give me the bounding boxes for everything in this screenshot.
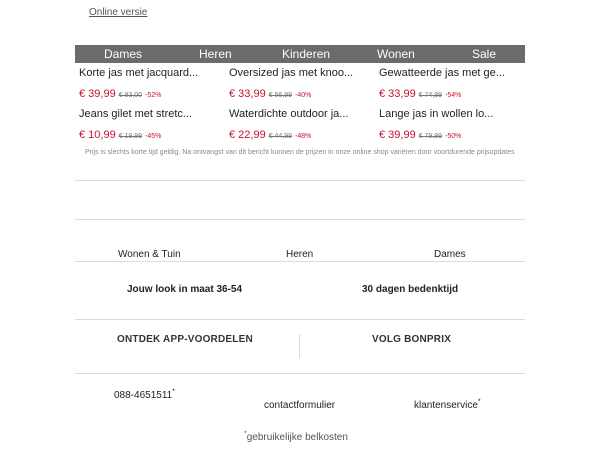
usp-return-period: 30 dagen bedenktijd bbox=[362, 284, 459, 295]
divider bbox=[75, 180, 525, 181]
product-price: € 33,99 bbox=[229, 88, 266, 100]
main-nav-bar bbox=[75, 45, 525, 63]
price-disclaimer: Prijs is slechts korte tijd geldig. Na ontvangst van dit bericht kunnen de prijzen in onze online shop variëren door voortdurende prijsupdates bbox=[85, 149, 515, 156]
contact-form-link[interactable]: contactformulier bbox=[264, 400, 336, 411]
footnote-mark: * bbox=[244, 430, 247, 438]
product-price: € 39,99 bbox=[79, 88, 116, 100]
service-footnote-mark: * bbox=[477, 398, 481, 406]
product-name[interactable]: Waterdichte outdoor ja... bbox=[229, 108, 349, 120]
usp-size-range: Jouw look in maat 36-54 bbox=[127, 284, 243, 295]
product-card[interactable] bbox=[79, 108, 224, 143]
divider bbox=[75, 319, 525, 320]
product-old-price: € 19,99 bbox=[118, 133, 143, 140]
app-benefits-link[interactable]: ONTDEK APP-VOORDELEN bbox=[117, 334, 253, 345]
product-discount: -54% bbox=[445, 92, 462, 99]
category-link-wonen-tuin[interactable]: Wonen & Tuin bbox=[118, 249, 181, 260]
online-version-link[interactable]: Online versie bbox=[89, 7, 148, 18]
product-discount: -45% bbox=[145, 133, 162, 140]
divider bbox=[75, 219, 525, 220]
product-name[interactable]: Gewatteerde jas met ge... bbox=[379, 67, 505, 79]
product-card[interactable] bbox=[379, 67, 524, 102]
phone-number[interactable] bbox=[114, 390, 175, 401]
product-price: € 33,99 bbox=[379, 88, 416, 100]
product-card[interactable] bbox=[229, 67, 374, 102]
phone-number-text: 088-4651511 bbox=[114, 390, 173, 401]
nav-item-sale[interactable]: Sale bbox=[472, 47, 497, 61]
product-name[interactable]: Korte jas met jacquard... bbox=[79, 67, 199, 79]
product-discount: -48% bbox=[295, 133, 312, 140]
product-old-price: € 79,99 bbox=[418, 133, 443, 140]
product-price: € 22,99 bbox=[229, 129, 266, 141]
nav-item-kinderen[interactable]: Kinderen bbox=[282, 47, 331, 61]
product-old-price: € 83,00 bbox=[118, 92, 143, 99]
customer-service-text: klantenservice bbox=[414, 400, 478, 411]
phone-footnote-mark: * bbox=[172, 388, 175, 396]
divider bbox=[75, 373, 525, 374]
nav-item-wonen[interactable]: Wonen bbox=[377, 47, 415, 61]
product-old-price: € 56,99 bbox=[268, 92, 293, 99]
divider bbox=[75, 261, 525, 262]
product-card[interactable] bbox=[79, 67, 224, 102]
product-name[interactable]: Lange jas in wollen lo... bbox=[379, 108, 494, 120]
footnote-text: gebruikelijke belkosten bbox=[246, 432, 348, 443]
product-discount: -50% bbox=[445, 133, 462, 140]
product-discount: -52% bbox=[145, 92, 162, 99]
follow-bonprix-link[interactable]: VOLG BONPRIX bbox=[372, 334, 452, 345]
category-link-dames[interactable]: Dames bbox=[434, 249, 466, 260]
product-name[interactable]: Jeans gilet met stretc... bbox=[79, 108, 193, 120]
product-discount: -40% bbox=[295, 92, 312, 99]
product-card[interactable] bbox=[229, 108, 374, 143]
product-card[interactable] bbox=[379, 108, 524, 143]
product-price: € 10,99 bbox=[79, 129, 116, 141]
product-old-price: € 44,99 bbox=[268, 133, 293, 140]
category-link-heren[interactable]: Heren bbox=[286, 249, 314, 260]
product-name[interactable]: Oversized jas met knoo... bbox=[229, 67, 354, 79]
nav-item-dames[interactable]: Dames bbox=[104, 47, 143, 61]
product-price: € 39,99 bbox=[379, 129, 416, 141]
nav-item-heren[interactable]: Heren bbox=[199, 47, 232, 61]
product-old-price: € 74,99 bbox=[418, 92, 443, 99]
customer-service-link[interactable] bbox=[414, 400, 481, 411]
vertical-divider bbox=[299, 334, 300, 358]
call-cost-footnote bbox=[244, 432, 348, 443]
